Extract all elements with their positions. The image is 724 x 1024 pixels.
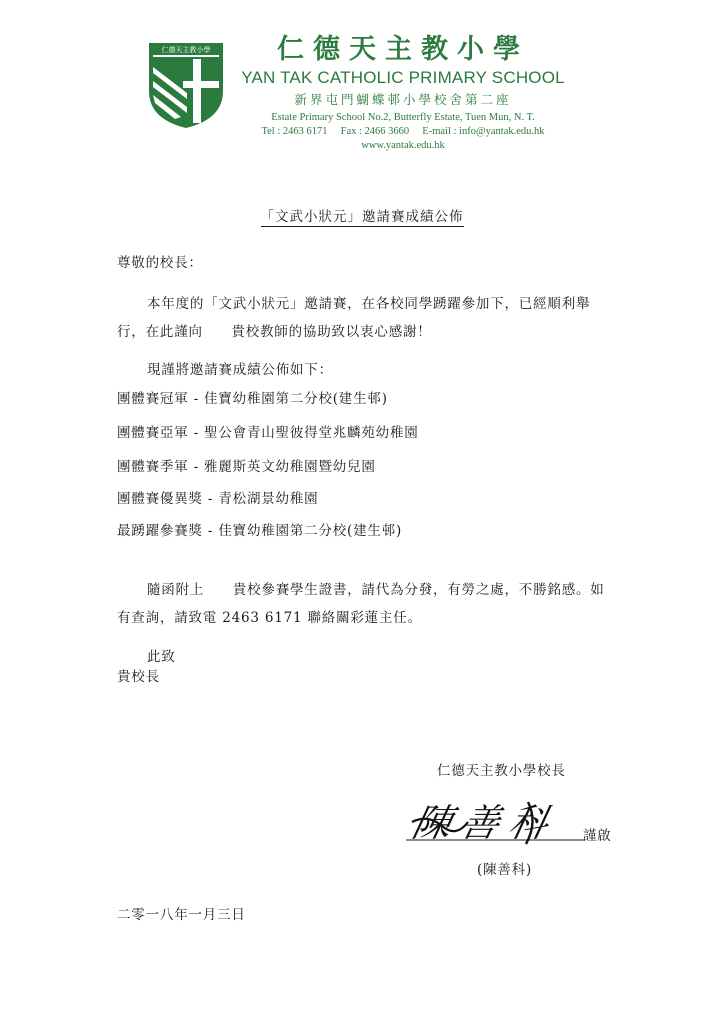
salutation: 尊敬的校長：: [117, 255, 203, 271]
result-item: 團體賽冠軍 - 佳寶幼稚園第二分校(建生邨): [117, 391, 388, 407]
signer-name: (陳善科): [477, 862, 533, 878]
school-website: www.yantak.edu.hk: [361, 140, 445, 151]
subject-text: 「文武小狀元」邀請賽成績公佈: [260, 209, 464, 225]
result-item: 團體賽亞軍 - 聖公會青山聖彼得堂兆麟苑幼稚園: [117, 425, 419, 441]
paragraph-certificates: 隨函附上 貴校參賽學生證書，請代為分發，有勞之處，不勝銘感。如有查詢，請致電 2463 6171 聯絡關彩蓮主任。: [117, 582, 605, 626]
handwritten-signature: [398, 792, 598, 852]
school-address-zh: 新界屯門蝴蝶邨小學校舍第二座: [294, 92, 512, 107]
closing-line-2: 貴校長: [117, 669, 160, 685]
result-item: 最踴躍參賽獎 - 佳寶幼稚園第二分校(建生邨): [117, 523, 403, 539]
result-item: 團體賽優異獎 - 青松湖景幼稚園: [117, 491, 319, 507]
paragraph-thanks: 本年度的「文武小狀元」邀請賽，在各校同學踴躍參加下，已經順利舉行，在此謹向 貴校教師的協助致以衷心感謝！: [117, 296, 591, 340]
signature-suffix: 謹啟: [583, 828, 612, 844]
letter-subject: [0, 205, 724, 225]
school-crest-icon: [147, 41, 225, 129]
school-address-en: Estate Primary School No.2, Butterfly Estate, Tuen Mun, N. T.: [271, 112, 535, 123]
school-contact: Tel : 2463 6171 Fax : 2466 3660 E-mail : info@yantak.edu.hk: [261, 126, 545, 137]
signer-title: 仁德天主教小學校長: [437, 763, 566, 779]
school-name-en: YAN TAK CATHOLIC PRIMARY SCHOOL: [241, 68, 565, 87]
school-name-zh: 仁德天主教小學: [277, 34, 529, 65]
closing-line-1: 此致: [147, 649, 176, 665]
letterhead: [238, 34, 568, 153]
crest-lettering: 仁德天主教小學: [161, 46, 211, 54]
letter-date: 二零一八年一月三日: [117, 907, 246, 923]
result-item: 團體賽季軍 - 雅麗斯英文幼稚園暨幼兒園: [117, 459, 376, 475]
signature-glyphs: 陳善科: [408, 801, 562, 846]
results-intro: 現謹將邀請賽成績公佈如下：: [147, 362, 333, 378]
